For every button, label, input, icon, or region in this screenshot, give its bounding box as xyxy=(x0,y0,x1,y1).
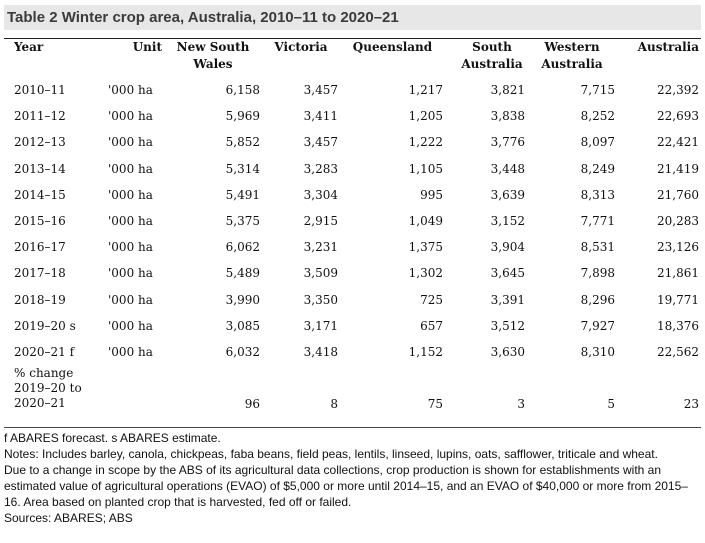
pct-change-row xyxy=(4,365,701,413)
cell-vic: 3,457 xyxy=(303,83,338,98)
table-row xyxy=(4,260,701,286)
footnote-sources: Sources: ABARES; ABS xyxy=(4,511,133,525)
cell-wa: 8,296 xyxy=(580,292,615,307)
cell-unit: '000 ha xyxy=(108,109,153,124)
cell-year: 2012–13 xyxy=(14,135,66,150)
cell-unit: '000 ha xyxy=(108,214,153,229)
cell-unit: '000 ha xyxy=(108,187,153,202)
cell-wa: 8,252 xyxy=(580,109,615,124)
cell-vic: 3,411 xyxy=(303,109,338,124)
cell-wa: 7,715 xyxy=(580,83,615,98)
cell-unit: '000 ha xyxy=(108,83,153,98)
cell-nsw: 3,085 xyxy=(225,318,260,333)
table-title: Table 2 Winter crop area, Australia, 2010–11 to 2020–21 xyxy=(4,5,701,30)
cell-vic: 3,231 xyxy=(303,240,338,255)
cell-vic: 2,915 xyxy=(303,214,338,229)
cell-qld: 1,302 xyxy=(408,266,443,281)
pct-change-unit xyxy=(100,365,164,413)
table-row xyxy=(4,234,701,260)
cell-sa: 3,821 xyxy=(490,83,525,98)
cell-year: 2016–17 xyxy=(14,240,66,255)
pct-change-aus: 23 xyxy=(683,397,699,412)
cell-nsw: 5,314 xyxy=(225,161,260,176)
cell-nsw: 5,491 xyxy=(225,187,260,202)
cell-wa: 7,927 xyxy=(580,318,615,333)
header-qld: Queensland xyxy=(352,40,433,54)
cell-nsw: 5,375 xyxy=(225,214,260,229)
cell-wa: 8,313 xyxy=(580,187,615,202)
cell-aus: 22,562 xyxy=(657,344,699,359)
cell-unit: '000 ha xyxy=(108,292,153,307)
table-row xyxy=(4,208,701,234)
cell-unit: '000 ha xyxy=(108,266,153,281)
header-aus: Australia xyxy=(637,40,699,54)
cell-year: 2013–14 xyxy=(14,161,66,176)
cell-year: 2014–15 xyxy=(14,187,66,202)
cell-qld: 657 xyxy=(420,318,443,333)
cell-vic: 3,457 xyxy=(303,135,338,150)
cell-sa: 3,776 xyxy=(490,135,525,150)
cell-year: 2018–19 xyxy=(14,292,66,307)
table-notes xyxy=(4,430,701,526)
cell-qld: 1,049 xyxy=(408,214,443,229)
pct-change-label: % change 2019–20 to 2020–21 xyxy=(14,366,82,411)
cell-qld: 1,205 xyxy=(408,109,443,124)
header-unit: Unit xyxy=(132,40,162,54)
cell-vic: 3,304 xyxy=(303,187,338,202)
cell-aus: 22,392 xyxy=(657,83,699,98)
cell-year: 2017–18 xyxy=(14,266,66,281)
cell-unit: '000 ha xyxy=(108,240,153,255)
cell-sa: 3,630 xyxy=(490,344,525,359)
cell-wa: 7,771 xyxy=(580,214,615,229)
cell-nsw: 5,852 xyxy=(225,135,260,150)
cell-aus: 19,771 xyxy=(657,292,699,307)
cell-qld: 1,217 xyxy=(408,83,443,98)
cell-nsw: 6,158 xyxy=(225,83,260,98)
cell-vic: 3,509 xyxy=(303,266,338,281)
cell-nsw: 6,032 xyxy=(225,344,260,359)
cell-unit: '000 ha xyxy=(108,344,153,359)
cell-unit: '000 ha xyxy=(108,318,153,333)
cell-qld: 1,152 xyxy=(408,344,443,359)
cell-aus: 22,693 xyxy=(657,109,699,124)
footnote-includes: Notes: Includes barley, canola, chickpeas, faba beans, field peas, lentils, linseed, lupins, oats, safflower, triticale and wheat. xyxy=(4,447,658,461)
cell-year: 2010–11 xyxy=(14,83,66,98)
cell-wa: 8,310 xyxy=(580,344,615,359)
footnote-legend: f ABARES forecast. s ABARES estimate. xyxy=(4,431,221,445)
pct-change-qld: 75 xyxy=(427,397,443,412)
header-wa: Western Australia xyxy=(541,40,603,71)
cell-vic: 3,350 xyxy=(303,292,338,307)
cell-aus: 21,760 xyxy=(657,187,699,202)
cell-wa: 8,531 xyxy=(580,240,615,255)
table-row xyxy=(4,77,701,103)
cell-sa: 3,838 xyxy=(490,109,525,124)
cell-year: 2020–21 f xyxy=(14,344,75,359)
cell-aus: 22,421 xyxy=(657,135,699,150)
cell-year: 2011–12 xyxy=(14,109,66,124)
cell-wa: 7,898 xyxy=(580,266,615,281)
table-row xyxy=(4,103,701,129)
header-row xyxy=(4,39,701,77)
pct-change-vic: 8 xyxy=(330,397,338,412)
bottom-rule xyxy=(4,427,701,428)
cell-sa: 3,512 xyxy=(490,318,525,333)
cell-wa: 8,249 xyxy=(580,161,615,176)
cell-sa: 3,448 xyxy=(490,161,525,176)
cell-nsw: 5,489 xyxy=(225,266,260,281)
cell-aus: 23,126 xyxy=(657,240,699,255)
cell-aus: 21,419 xyxy=(657,161,699,176)
table-row xyxy=(4,156,701,182)
cell-qld: 1,222 xyxy=(408,135,443,150)
cell-year: 2015–16 xyxy=(14,214,66,229)
header-sa: South Australia xyxy=(461,40,523,71)
cell-sa: 3,152 xyxy=(490,214,525,229)
header-vic: Victoria xyxy=(274,40,328,54)
cell-sa: 3,639 xyxy=(490,187,525,202)
cell-sa: 3,645 xyxy=(490,266,525,281)
cell-nsw: 6,062 xyxy=(225,240,260,255)
cell-qld: 725 xyxy=(420,292,443,307)
pct-change-sa: 3 xyxy=(517,397,525,412)
cell-unit: '000 ha xyxy=(108,135,153,150)
cell-sa: 3,904 xyxy=(490,240,525,255)
cell-aus: 21,861 xyxy=(657,266,699,281)
winter-crop-table xyxy=(4,39,701,413)
cell-year: 2019–20 s xyxy=(14,318,76,333)
cell-qld: 1,105 xyxy=(408,161,443,176)
cell-wa: 8,097 xyxy=(580,135,615,150)
table-row xyxy=(4,129,701,155)
pct-change-wa: 5 xyxy=(607,397,615,412)
table-row xyxy=(4,313,701,339)
cell-vic: 3,418 xyxy=(303,344,338,359)
cell-aus: 18,376 xyxy=(657,318,699,333)
header-nsw: New South Wales xyxy=(176,40,250,71)
header-year: Year xyxy=(14,40,44,54)
cell-nsw: 5,969 xyxy=(225,109,260,124)
pct-change-nsw: 96 xyxy=(244,397,260,412)
cell-unit: '000 ha xyxy=(108,161,153,176)
table-row xyxy=(4,287,701,313)
cell-nsw: 3,990 xyxy=(225,292,260,307)
footnote-scope: Due to a change in scope by the ABS of its agricultural data collections, crop production is shown for establishments with an estimated value of agricultural operations (EVAO) of $5,000 or more until 2014–15, and an EVAO of $40,000 or more from 2015–16. Area based on planted crop that is harvested, fed off or failed. xyxy=(4,463,688,509)
cell-aus: 20,283 xyxy=(657,214,699,229)
cell-qld: 1,375 xyxy=(408,240,443,255)
table-row xyxy=(4,182,701,208)
table-row xyxy=(4,339,701,365)
cell-vic: 3,283 xyxy=(303,161,338,176)
cell-sa: 3,391 xyxy=(490,292,525,307)
cell-qld: 995 xyxy=(420,187,443,202)
cell-vic: 3,171 xyxy=(303,318,338,333)
